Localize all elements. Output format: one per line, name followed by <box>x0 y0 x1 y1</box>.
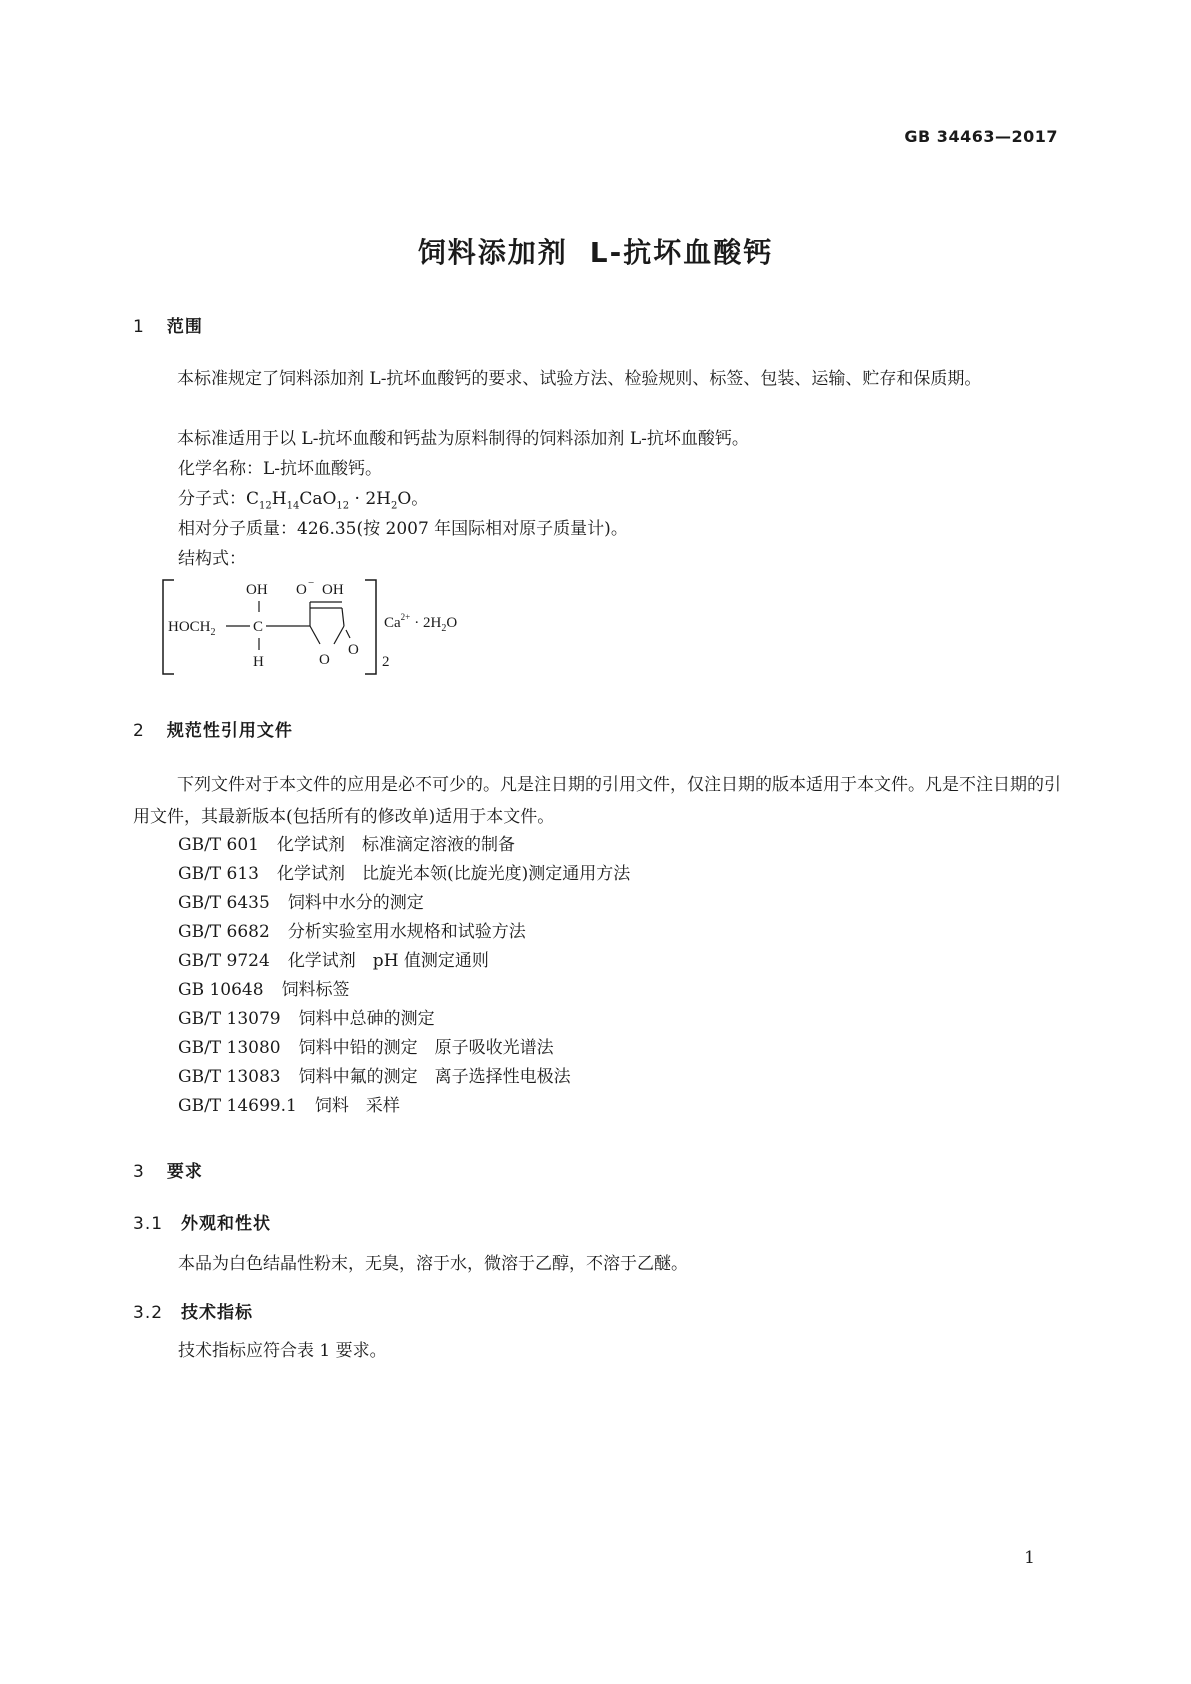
ring-oxygen-label: O <box>319 652 330 668</box>
reference-title: 化学试剂 pH 值测定通则 <box>287 951 489 971</box>
reference-code: GB/T 13080 <box>178 1038 281 1058</box>
structural-formula <box>160 574 500 684</box>
section-3-heading <box>133 1157 203 1182</box>
document-title <box>0 231 1191 271</box>
molecular-formula: 分子式：$C_{12}H_{14}CaO_{12} \cdot 2H_2O$。 <box>178 489 429 512</box>
oh-right-label: OH <box>322 582 344 598</box>
page-number: 1 <box>1024 1548 1035 1568</box>
reference-title: 饲料标签 <box>281 980 350 1000</box>
carbon-label: C <box>253 619 264 635</box>
normative-references-paragraph: 下列文件对于本文件的应用是必不可少的。凡是注日期的引用文件，仅注日期的版本适用于本文件。凡是不注日期的引用文件，其最新版本(包括所有的修改单)适用于本文件。 <box>133 775 1061 827</box>
subsection-title: 技术指标 <box>181 1303 254 1323</box>
calcium-label: $Ca^{2+} \cdot 2H_2O$ <box>384 612 458 634</box>
scope-paragraph-2: 本标准适用于以 L-抗坏血酸和钙盐为原料制得的饲料添加剂 L-抗坏血酸钙。 <box>177 429 749 449</box>
standard-number: GB 34463—2017 <box>904 127 1058 146</box>
reference-title: 分析实验室用水规格和试验方法 <box>287 922 526 942</box>
chemical-name: 化学名称：L-抗坏血酸钙。 <box>178 459 383 479</box>
carbonyl-oxygen-label: O <box>348 642 359 658</box>
reference-title: 饲料中总砷的测定 <box>298 1009 435 1029</box>
subsection-3-1-heading <box>133 1209 271 1234</box>
title-part1: 饲料添加剂 <box>417 236 568 269</box>
section-title: 范围 <box>166 317 203 337</box>
reference-code: GB/T 13083 <box>178 1067 281 1087</box>
reference-code: GB/T 6435 <box>178 893 270 913</box>
structure-diagram <box>160 574 500 684</box>
subsection-number: 3.2 <box>133 1303 164 1323</box>
multiplier-label: 2 <box>382 654 390 670</box>
reference-code: GB/T 6682 <box>178 922 270 942</box>
hoch2-label: $HOCH_2$ <box>168 619 216 638</box>
section-title: 要求 <box>166 1162 203 1182</box>
subsection-3-2-heading <box>133 1298 253 1323</box>
reference-code: GB/T 9724 <box>178 951 270 971</box>
reference-item <box>178 916 526 948</box>
technical-indicators-text: 技术指标应符合表 1 要求。 <box>178 1341 387 1361</box>
reference-code: GB/T 14699.1 <box>178 1096 297 1116</box>
scope-paragraph-1: 本标准规定了饲料添加剂 L-抗坏血酸钙的要求、试验方法、检验规则、标签、包装、运输、贮存和保质期。 <box>177 369 982 389</box>
reference-code: GB/T 613 <box>178 864 259 884</box>
reference-title: 饲料中水分的测定 <box>287 893 424 913</box>
structure-label: 结构式： <box>178 549 246 569</box>
section-number: 2 <box>133 721 145 741</box>
appearance-text: 本品为白色结晶性粉末，无臭，溶于水，微溶于乙醇，不溶于乙醚。 <box>178 1254 688 1274</box>
o-minus-label: O <box>296 582 307 598</box>
reference-item <box>178 1061 571 1093</box>
section-2-heading <box>133 716 293 741</box>
hydrogen-label: H <box>253 654 264 670</box>
reference-title: 饲料中铅的测定 原子吸收光谱法 <box>298 1038 554 1058</box>
title-part2: L-抗坏血酸钙 <box>589 236 774 269</box>
reference-title: 化学试剂 比旋光本领(比旋光度)测定通用方法 <box>277 864 631 884</box>
section-number: 3 <box>133 1162 145 1182</box>
svg-text:−: − <box>308 577 315 589</box>
reference-item <box>178 829 515 861</box>
reference-title: 饲料 采样 <box>314 1096 400 1116</box>
section-number: 1 <box>133 317 145 337</box>
reference-code: GB/T 601 <box>178 835 259 855</box>
subsection-title: 外观和性状 <box>181 1214 272 1234</box>
right-bracket <box>365 580 376 674</box>
reference-item <box>178 887 424 919</box>
reference-item <box>178 1090 400 1122</box>
oh-top-label: OH <box>246 582 268 598</box>
relative-molecular-mass: 相对分子质量：426.35(按 2007 年国际相对原子质量计)。 <box>178 519 628 539</box>
formula-label: 分子式： <box>178 489 246 509</box>
reference-item <box>178 1003 435 1035</box>
section-title: 规范性引用文件 <box>166 721 293 741</box>
subsection-number: 3.1 <box>133 1214 164 1234</box>
reference-item <box>178 1032 554 1064</box>
reference-item <box>178 858 630 890</box>
reference-title: 饲料中氟的测定 离子选择性电极法 <box>298 1067 571 1087</box>
reference-item <box>178 974 350 1006</box>
reference-item <box>178 945 489 977</box>
reference-title: 化学试剂 标准滴定溶液的制备 <box>277 835 515 855</box>
reference-code: GB 10648 <box>178 980 264 1000</box>
section-1-heading <box>133 312 203 337</box>
reference-code: GB/T 13079 <box>178 1009 281 1029</box>
